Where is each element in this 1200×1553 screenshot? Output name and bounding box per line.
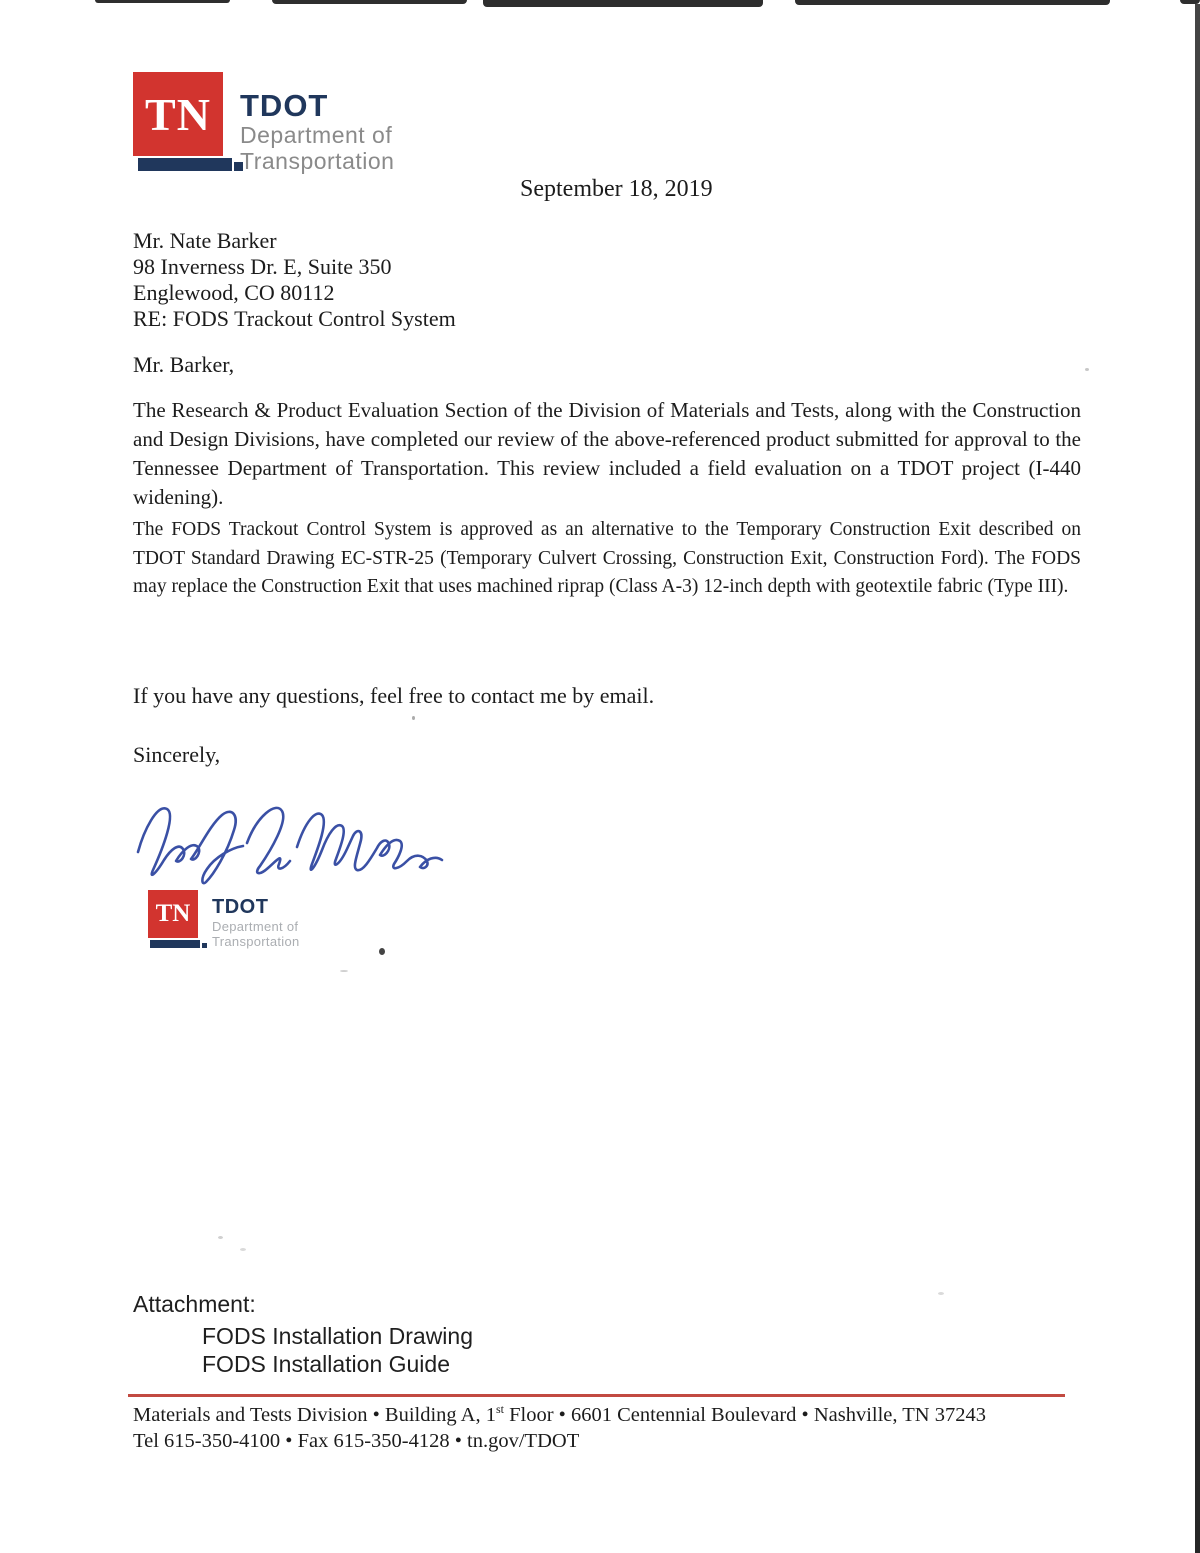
logo-underline-bar [138,158,232,171]
footer-rule [128,1394,1065,1397]
logo-dept-line2: Transportation [240,148,395,174]
recipient-name: Mr. Nate Barker [133,228,277,253]
recipient-address-line1: 98 Inverness Dr. E, Suite 350 [133,254,392,279]
footer-address-prefix: Materials and Tests Division • Building A, 1 [133,1404,496,1426]
logo-title-small: TDOT [212,896,269,918]
body-paragraph-1: The Research & Product Evaluation Section of the Division of Materials and Tests, along with the Construction and Design Divisions, have completed our review of the above-referenced product submitted for approval to the Tennessee Department of Transportation. This review included a field evaluation on a TDOT project (I-440 widening). [133,398,1081,509]
logo-title: TDOT [240,88,329,123]
logo-dept-line1-small: Department of [212,919,299,934]
tn-logo-mark-small [148,890,198,938]
tdot-logo [133,70,553,175]
logo-department-lines [240,122,394,174]
footer-address-line [133,1402,986,1428]
attachment-block [133,1291,473,1378]
scan-speck [379,948,385,955]
logo-underline-dot-small [202,943,207,948]
signature [130,786,450,888]
attachment-label: Attachment: [133,1291,256,1317]
footer-address-suffix: Floor • 6601 Centennial Boulevard • Nashville, TN 37243 [503,1404,986,1426]
closing-text: Sincerely, [133,742,221,767]
recipient-block [133,228,456,332]
logo-dept-line1: Department of [240,122,393,148]
tn-logo-mark [133,72,223,156]
scan-speck [938,1292,944,1295]
footer-address-superscript: st [495,1402,504,1417]
scan-speck [240,1248,246,1251]
tn-letters-small: TN [155,900,191,927]
scan-speck [1085,368,1089,371]
scan-smudge [95,0,230,3]
body-paragraph-2: The FODS Trackout Control System is approved as an alternative to the Temporary Construction Exit described on TDOT Standard Drawing EC-STR-25 (Temporary Culvert Crossing, Construction Exit, Construction Ford). The FODS may replace the Construction Exit that uses machined riprap (Class A-3) 12-inch depth with geotextile fabric (Type III). [133,519,1081,597]
date-text: September 18, 2019 [520,176,713,202]
scan-line-right-edge [1195,4,1200,1553]
scan-smudge [483,0,763,7]
scan-speck [340,970,348,972]
logo-department-lines-small [212,919,300,949]
tdot-logo-small [140,888,380,958]
logo-underline-bar-small [150,940,200,948]
scan-smudge [795,0,1110,5]
footer-contact-line: Tel 615-350-4100 • Fax 615-350-4128 • tn.gov/TDOT [133,1430,580,1452]
body-paragraph-3: If you have any questions, feel free to contact me by email. [133,683,655,708]
scan-speck [412,716,415,720]
logo-dept-line2-small: Transportation [212,934,300,949]
footer-block [133,1402,986,1454]
recipient-re-line: RE: FODS Trackout Control System [133,306,456,331]
scan-smudge [272,0,467,4]
scan-speck [218,1236,223,1239]
attachment-item-guide: FODS Installation Guide [202,1350,451,1377]
salutation-text: Mr. Barker, [133,352,235,377]
recipient-address-line2: Englewood, CO 80112 [133,280,335,305]
tn-letters: TN [145,88,211,140]
attachment-item-drawing: FODS Installation Drawing [202,1323,473,1349]
